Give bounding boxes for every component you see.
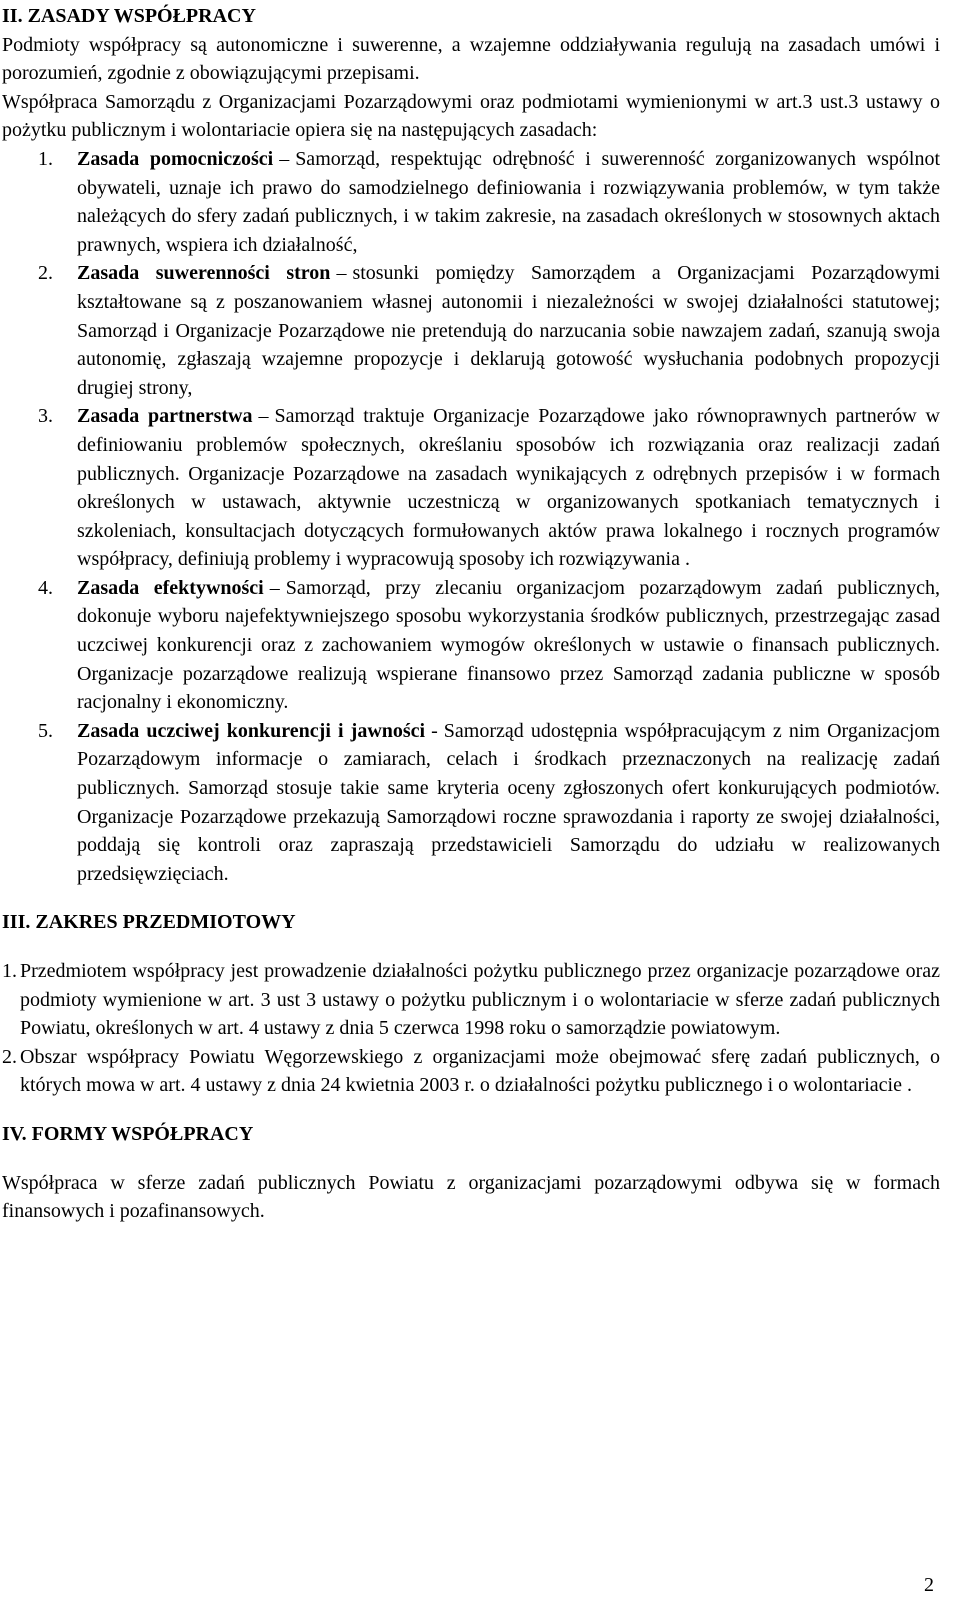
principle-item-5 <box>2 717 940 889</box>
section-2-intro-paragraph: Podmioty współpracy są autonomiczne i suwerenne, a wzajemne oddziaływania regulują na zasadach umówi i porozumień, zgodnie z obowiązującymi przepisami. <box>2 33 940 85</box>
principle-title: Zasada pomocniczości <box>77 147 274 170</box>
principle-item-1 <box>2 145 940 259</box>
principle-separator: - <box>431 719 438 742</box>
document-page <box>0 2 960 1226</box>
page-number: 2 <box>924 1574 934 1596</box>
principle-title: Zasada efektywności <box>77 576 264 599</box>
principle-text: stosunki pomiędzy Samorządem a Organizacjami Pozarządowymi kształtowane są z poszanowaniem własnej autonomii i niezależności w swojej działalności statutowej; Samorząd i Organizacje Pozarządowe nie pretendują do narzucania sobie nawzajem zadań, szanują swoja autonomię, zgłaszają wzajemne propozycje i deklarują gotowość wysłuchania podobnych propozycji drugiej strony, <box>77 262 941 399</box>
section-3-heading: III. ZAKRES PRZEDMIOTOWY <box>2 911 296 934</box>
scope-list <box>2 957 940 1100</box>
principle-number: 4. <box>38 576 53 599</box>
spacer <box>2 937 940 957</box>
principle-text: Samorząd traktuje Organizacje Pozarządowe jako równoprawnych partnerów w definiowaniu problemów społecznych, określaniu sposobów ich rozwiązania oraz realizacji zadań publicznych. Organizacje Pozarządowe na zasadach wynikających z odrębnych przepisów i w formach określonych w ustawach, aktywnie uczestniczą w organizowanych spotkaniach tematycznych i szkoleniach, konsultacjach dotyczących formułowanych aktów prawa lokalnego i rocznych programów współpracy, definiują problemy i wypracowują sposoby ich rozwiązywania . <box>77 405 940 571</box>
section-2-principles-intro: Współpraca Samorządu z Organizacjami Pozarządowymi oraz podmiotami wymienionymi w art.3 ust.3 ustawy o pożytku publicznym i wolontariacie opiera się na następujących zasadach: <box>2 90 940 142</box>
spacer <box>2 888 940 908</box>
principle-separator: – <box>336 262 347 285</box>
principle-item-3 <box>2 402 940 574</box>
principle-number: 2. <box>38 262 53 285</box>
section-4-heading: IV. FORMY WSPÓŁPRACY <box>2 1122 254 1145</box>
spacer <box>2 1149 940 1169</box>
scope-number: 2. <box>2 1045 17 1068</box>
principle-text: Samorząd udostępnia współpracującym z nim Organizacjom Pozarządowym informacje o zamiarach, celach i środkach przeznaczonych na realizację zadań publicznych. Samorząd stosuje takie same kryteria oceny zgłoszonych ofert konkurujących podmiotów. Organizacje Pozarządowe przekazują Samorządowi roczne sprawozdania i raporty ze swojej działalności, poddają się kontroli oraz zapraszają przedstawicieli Samorządu do udziału w realizowanych przedsięwzięciach. <box>77 719 940 885</box>
scope-number: 1. <box>2 960 17 982</box>
scope-item-1 <box>2 957 940 1043</box>
section-2-heading: II. ZASADY WSPÓŁPRACY <box>2 5 256 27</box>
scope-text: Przedmiotem współpracy jest prowadzenie działalności pożytku publicznego przez organizacje pozarządowe oraz podmioty wymienione w art. 3 ust 3 ustawy o pożytku publicznym i o wolontariacie w sferze zadań publicznych Powiatu, określonych w art. 4 ustawy z dnia 5 czerwca 1998 roku o samorządzie powiatowym. <box>20 960 940 1040</box>
principle-title: Zasada partnerstwa <box>77 405 253 428</box>
principle-number: 1. <box>38 147 53 170</box>
principle-separator: – <box>258 405 269 428</box>
principle-separator: – <box>279 147 290 170</box>
principle-title: Zasada uczciwej konkurencji i jawności <box>77 719 426 742</box>
principle-number: 3. <box>38 405 53 428</box>
principles-list <box>2 145 940 888</box>
principle-title: Zasada suwerenności stron <box>77 262 331 285</box>
principle-text: Samorząd, przy zlecaniu organizacjom pozarządowym zadań publicznych, dokonuje wyboru najefektywniejszego sposobu wykorzystania środków publicznych, przestrzegając zasad uczciwej konkurencji oraz z zachowaniem wymogów określonych w ustawie o finansach publicznych. Organizacje pozarządowe realizują wspierane finansowo przez Samorząd zadania publiczne w sposób racjonalny i ekonomiczny. <box>77 576 940 714</box>
principle-item-4 <box>2 574 940 717</box>
principle-item-2 <box>2 259 940 402</box>
scope-text: Obszar współpracy Powiatu Węgorzewskiego z organizacjami może obejmować sferę zadań publicznych, o których mowa w art. 4 ustawy z dnia 24 kwietnia 2003 r. o działalności pożytku publicznego i o wolontariacie . <box>20 1045 940 1097</box>
spacer <box>2 1100 940 1120</box>
scope-item-2 <box>2 1043 940 1100</box>
principle-text: Samorząd, respektując odrębność i suwerenność zorganizowanych wspólnot obywateli, uznaje ich prawo do samodzielnego definiowania i rozwiązywania problemów, w tym także należących do sfery zadań publicznych, i w takim zakresie, na zasadach określonych w stosownych aktach prawnych, wspiera ich działalność, <box>77 147 940 256</box>
principle-number: 5. <box>38 719 53 742</box>
section-4-paragraph: Współpraca w sferze zadań publicznych Powiatu z organizacjami pozarządowymi odbywa się w formach finansowych i pozafinansowych. <box>2 1171 940 1223</box>
principle-separator: – <box>269 576 280 599</box>
